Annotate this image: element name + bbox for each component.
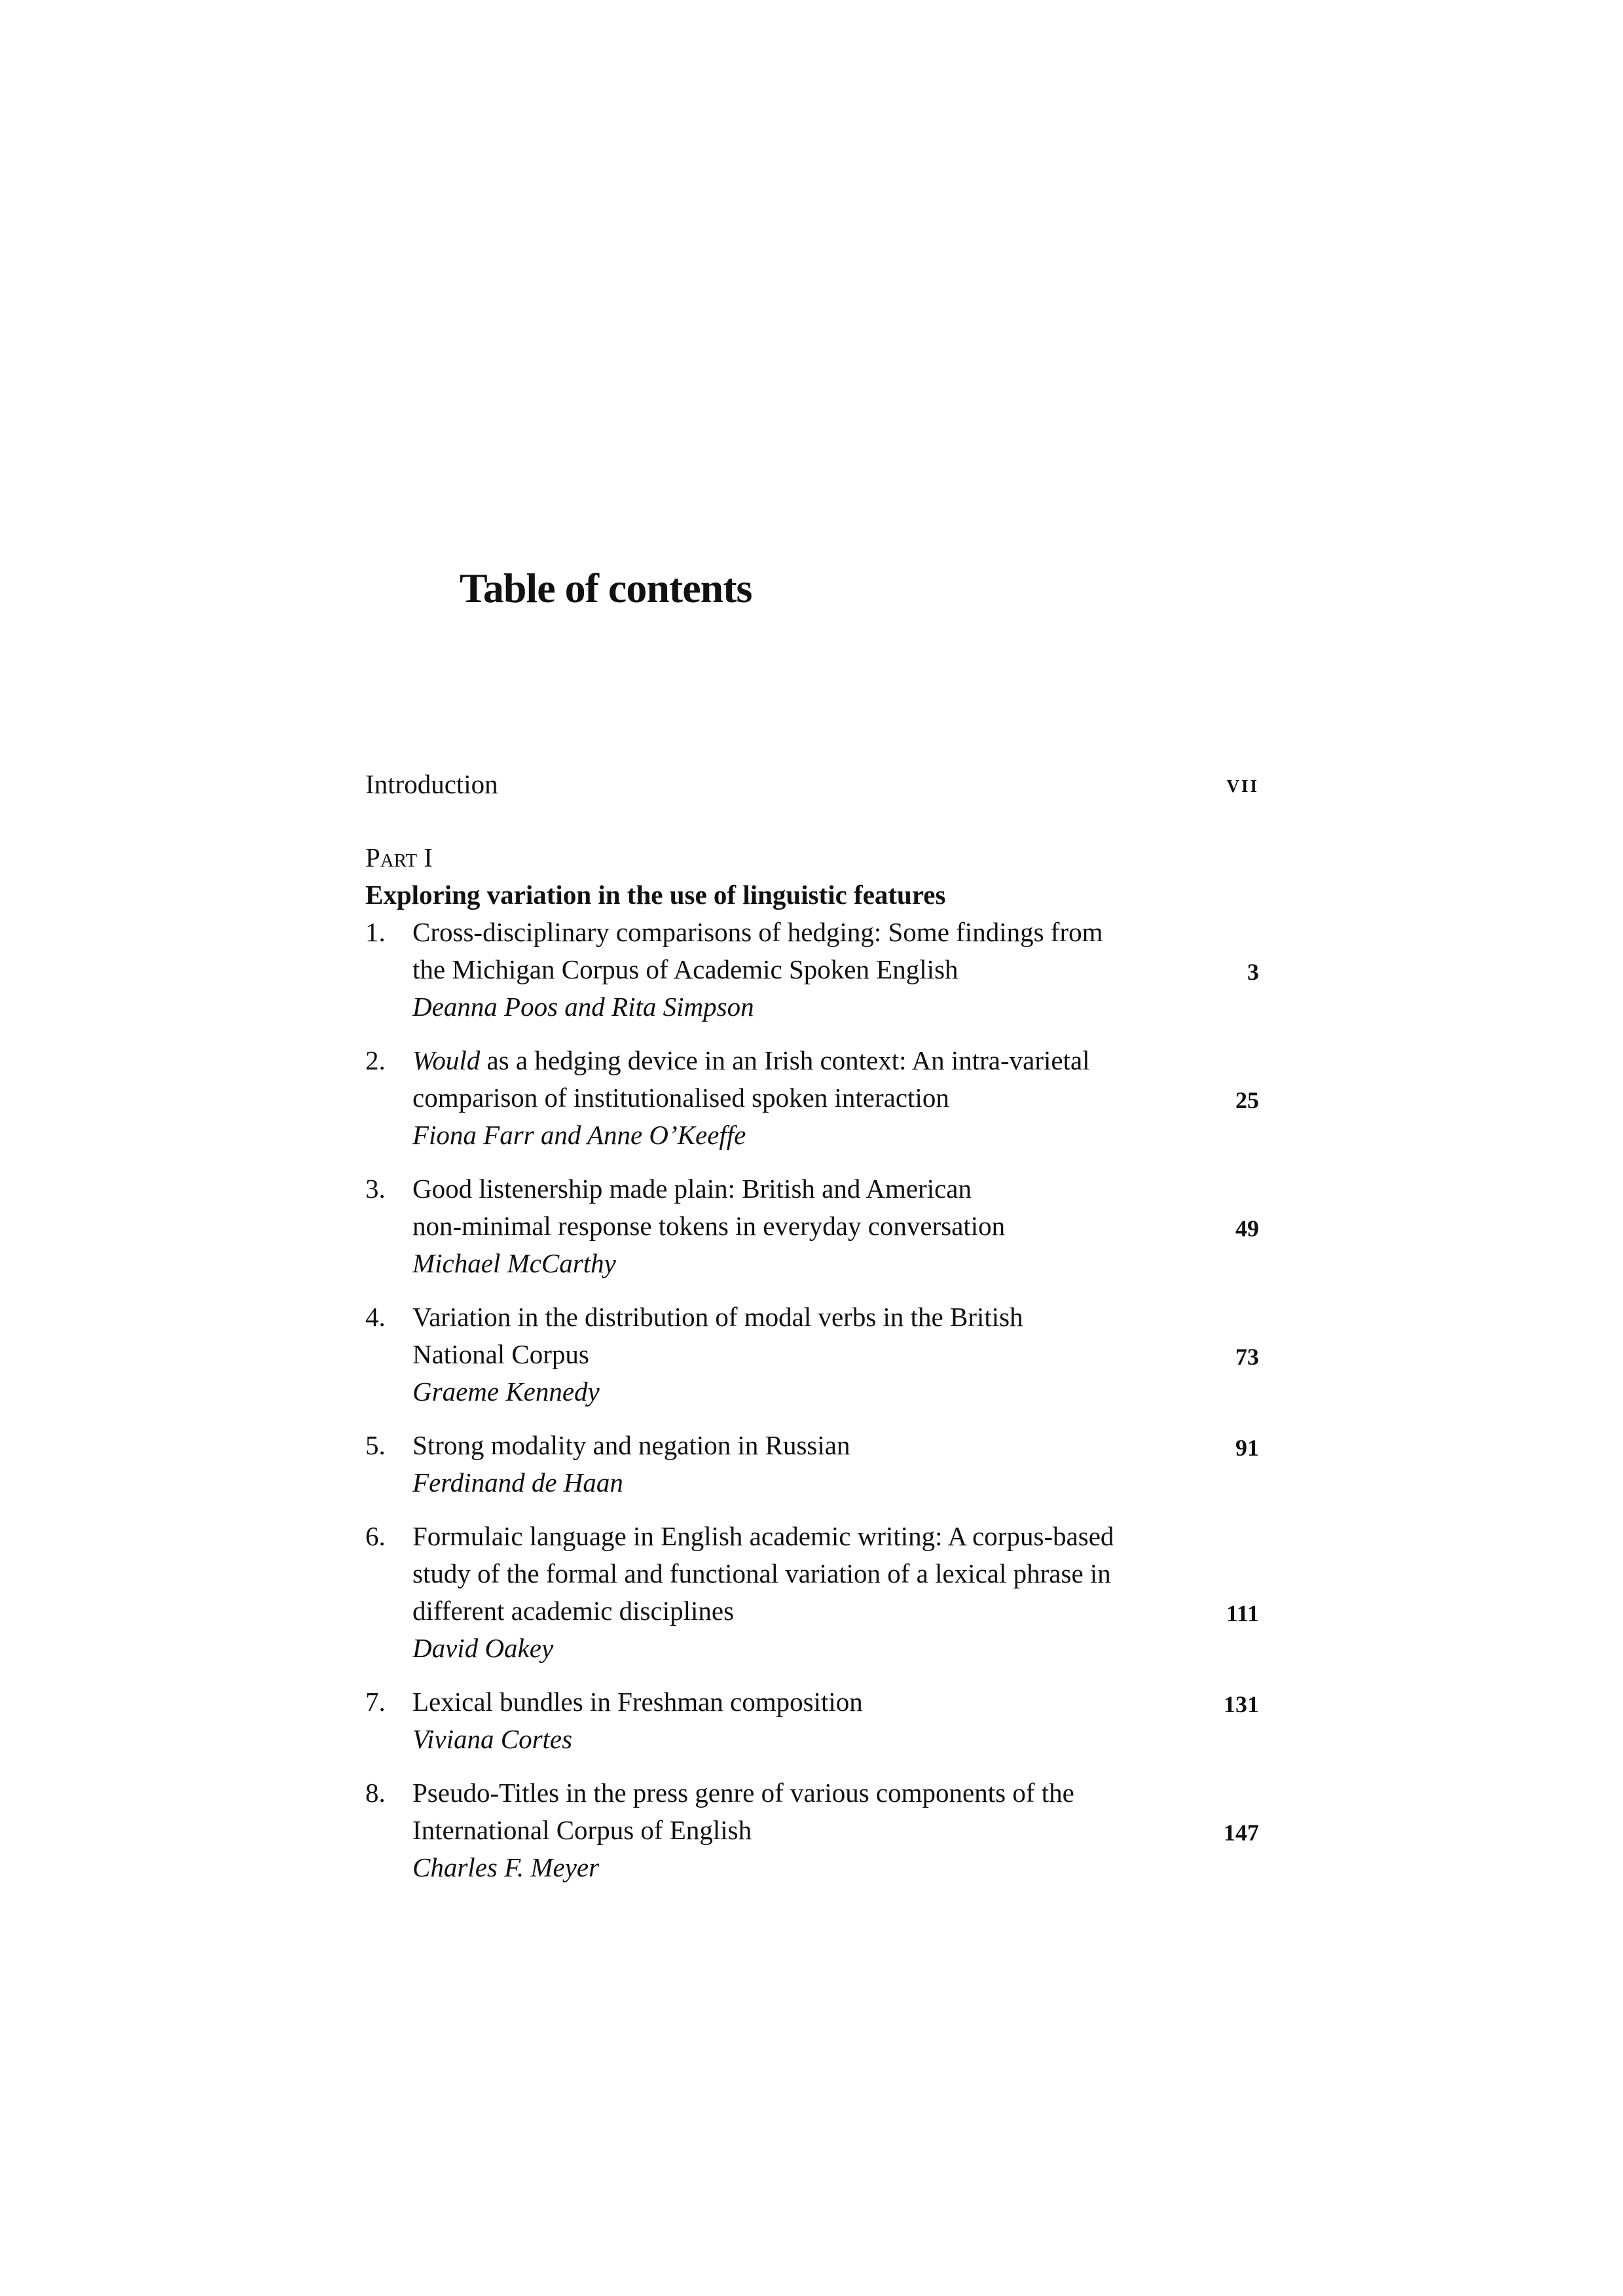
entry-title-line: study of the formal and functional variation of a lexical phrase in: [412, 1558, 1111, 1588]
entry-title-line: National Corpus: [412, 1339, 589, 1369]
part-title: Exploring variation in the use of linguistic features: [365, 880, 946, 910]
entry-title-line: Strong modality and negation in Russian: [412, 1430, 850, 1460]
toc-entry[interactable]: [365, 1299, 1259, 1410]
entry-text: [365, 1774, 1205, 1886]
toc-entry[interactable]: [365, 1170, 1259, 1282]
entry-page-number: 73: [1235, 1344, 1259, 1370]
toc-entry[interactable]: [365, 1683, 1259, 1758]
toc-entries: [365, 914, 1259, 1886]
part-label: Part I: [365, 842, 433, 872]
entry-page-number: 91: [1235, 1435, 1259, 1461]
entry-text: [365, 1042, 1205, 1154]
entry-page-number: 111: [1226, 1600, 1259, 1626]
entry-text: [365, 914, 1205, 1026]
entry-author: David Oakey: [412, 1633, 554, 1663]
page-title: Table of contents: [460, 565, 752, 611]
entry-number: 7.: [365, 1687, 386, 1717]
entry-number: 1.: [365, 917, 386, 947]
toc-entry[interactable]: [365, 1042, 1259, 1154]
entry-number: 8.: [365, 1778, 386, 1808]
entry-author: Ferdinand de Haan: [412, 1467, 623, 1498]
entry-text: [365, 1683, 1205, 1758]
entry-title-line: International Corpus of English: [412, 1815, 752, 1845]
introduction-title: Introduction: [365, 769, 498, 799]
entry-author: Graeme Kennedy: [412, 1376, 600, 1407]
entry-title-line: Good listenership made plain: British and American: [412, 1174, 972, 1204]
entry-title-line: the Michigan Corpus of Academic Spoken English: [412, 954, 958, 984]
entry-author: Fiona Farr and Anne O’Keeffe: [412, 1120, 746, 1150]
entry-title-line: Would as a hedging device in an Irish context: An intra-varietal: [412, 1045, 1090, 1075]
entry-title-line: Lexical bundles in Freshman composition: [412, 1687, 863, 1717]
entry-author: Viviana Cortes: [412, 1724, 573, 1754]
entry-title-line: comparison of institutionalised spoken interaction: [412, 1083, 949, 1113]
entry-title-line: non-minimal response tokens in everyday conversation: [412, 1211, 1006, 1241]
entry-author: Michael McCarthy: [412, 1248, 616, 1278]
entry-title-line: Pseudo-Titles in the press genre of various components of the: [412, 1778, 1074, 1808]
entry-page-number: 3: [1247, 959, 1259, 985]
entry-number: 3.: [365, 1174, 386, 1204]
entry-page-number: 25: [1235, 1087, 1259, 1113]
entry-title-line: different academic disciplines: [412, 1596, 735, 1626]
entry-title-italic: Would: [412, 1045, 481, 1075]
entry-page-number: 49: [1235, 1215, 1259, 1242]
entry-title-line: Variation in the distribution of modal verbs in the British: [412, 1302, 1023, 1332]
entry-title-line: Formulaic language in English academic writing: A corpus-based: [412, 1521, 1114, 1551]
entry-text: [365, 1299, 1205, 1410]
toc: [365, 766, 1259, 1886]
toc-entry[interactable]: [365, 914, 1259, 1026]
entry-text: [365, 1170, 1205, 1282]
toc-entry[interactable]: [365, 1518, 1259, 1667]
entry-number: 4.: [365, 1302, 386, 1332]
entry-author: Charles F. Meyer: [412, 1852, 600, 1882]
toc-entry[interactable]: [365, 1774, 1259, 1886]
toc-entry[interactable]: [365, 1427, 1259, 1501]
entry-author: Deanna Poos and Rita Simpson: [412, 992, 754, 1022]
entry-number: 2.: [365, 1045, 386, 1075]
toc-introduction[interactable]: [365, 766, 1259, 803]
entry-number: 6.: [365, 1521, 386, 1551]
entry-page-number: 131: [1224, 1691, 1259, 1717]
entry-text: [365, 1427, 1205, 1501]
entry-number: 5.: [365, 1430, 386, 1460]
entry-page-number: 147: [1224, 1820, 1259, 1846]
entry-text: [365, 1518, 1205, 1667]
entry-title-line: Cross-disciplinary comparisons of hedging: Some findings from: [412, 917, 1103, 947]
introduction-page: vii: [1226, 770, 1259, 798]
